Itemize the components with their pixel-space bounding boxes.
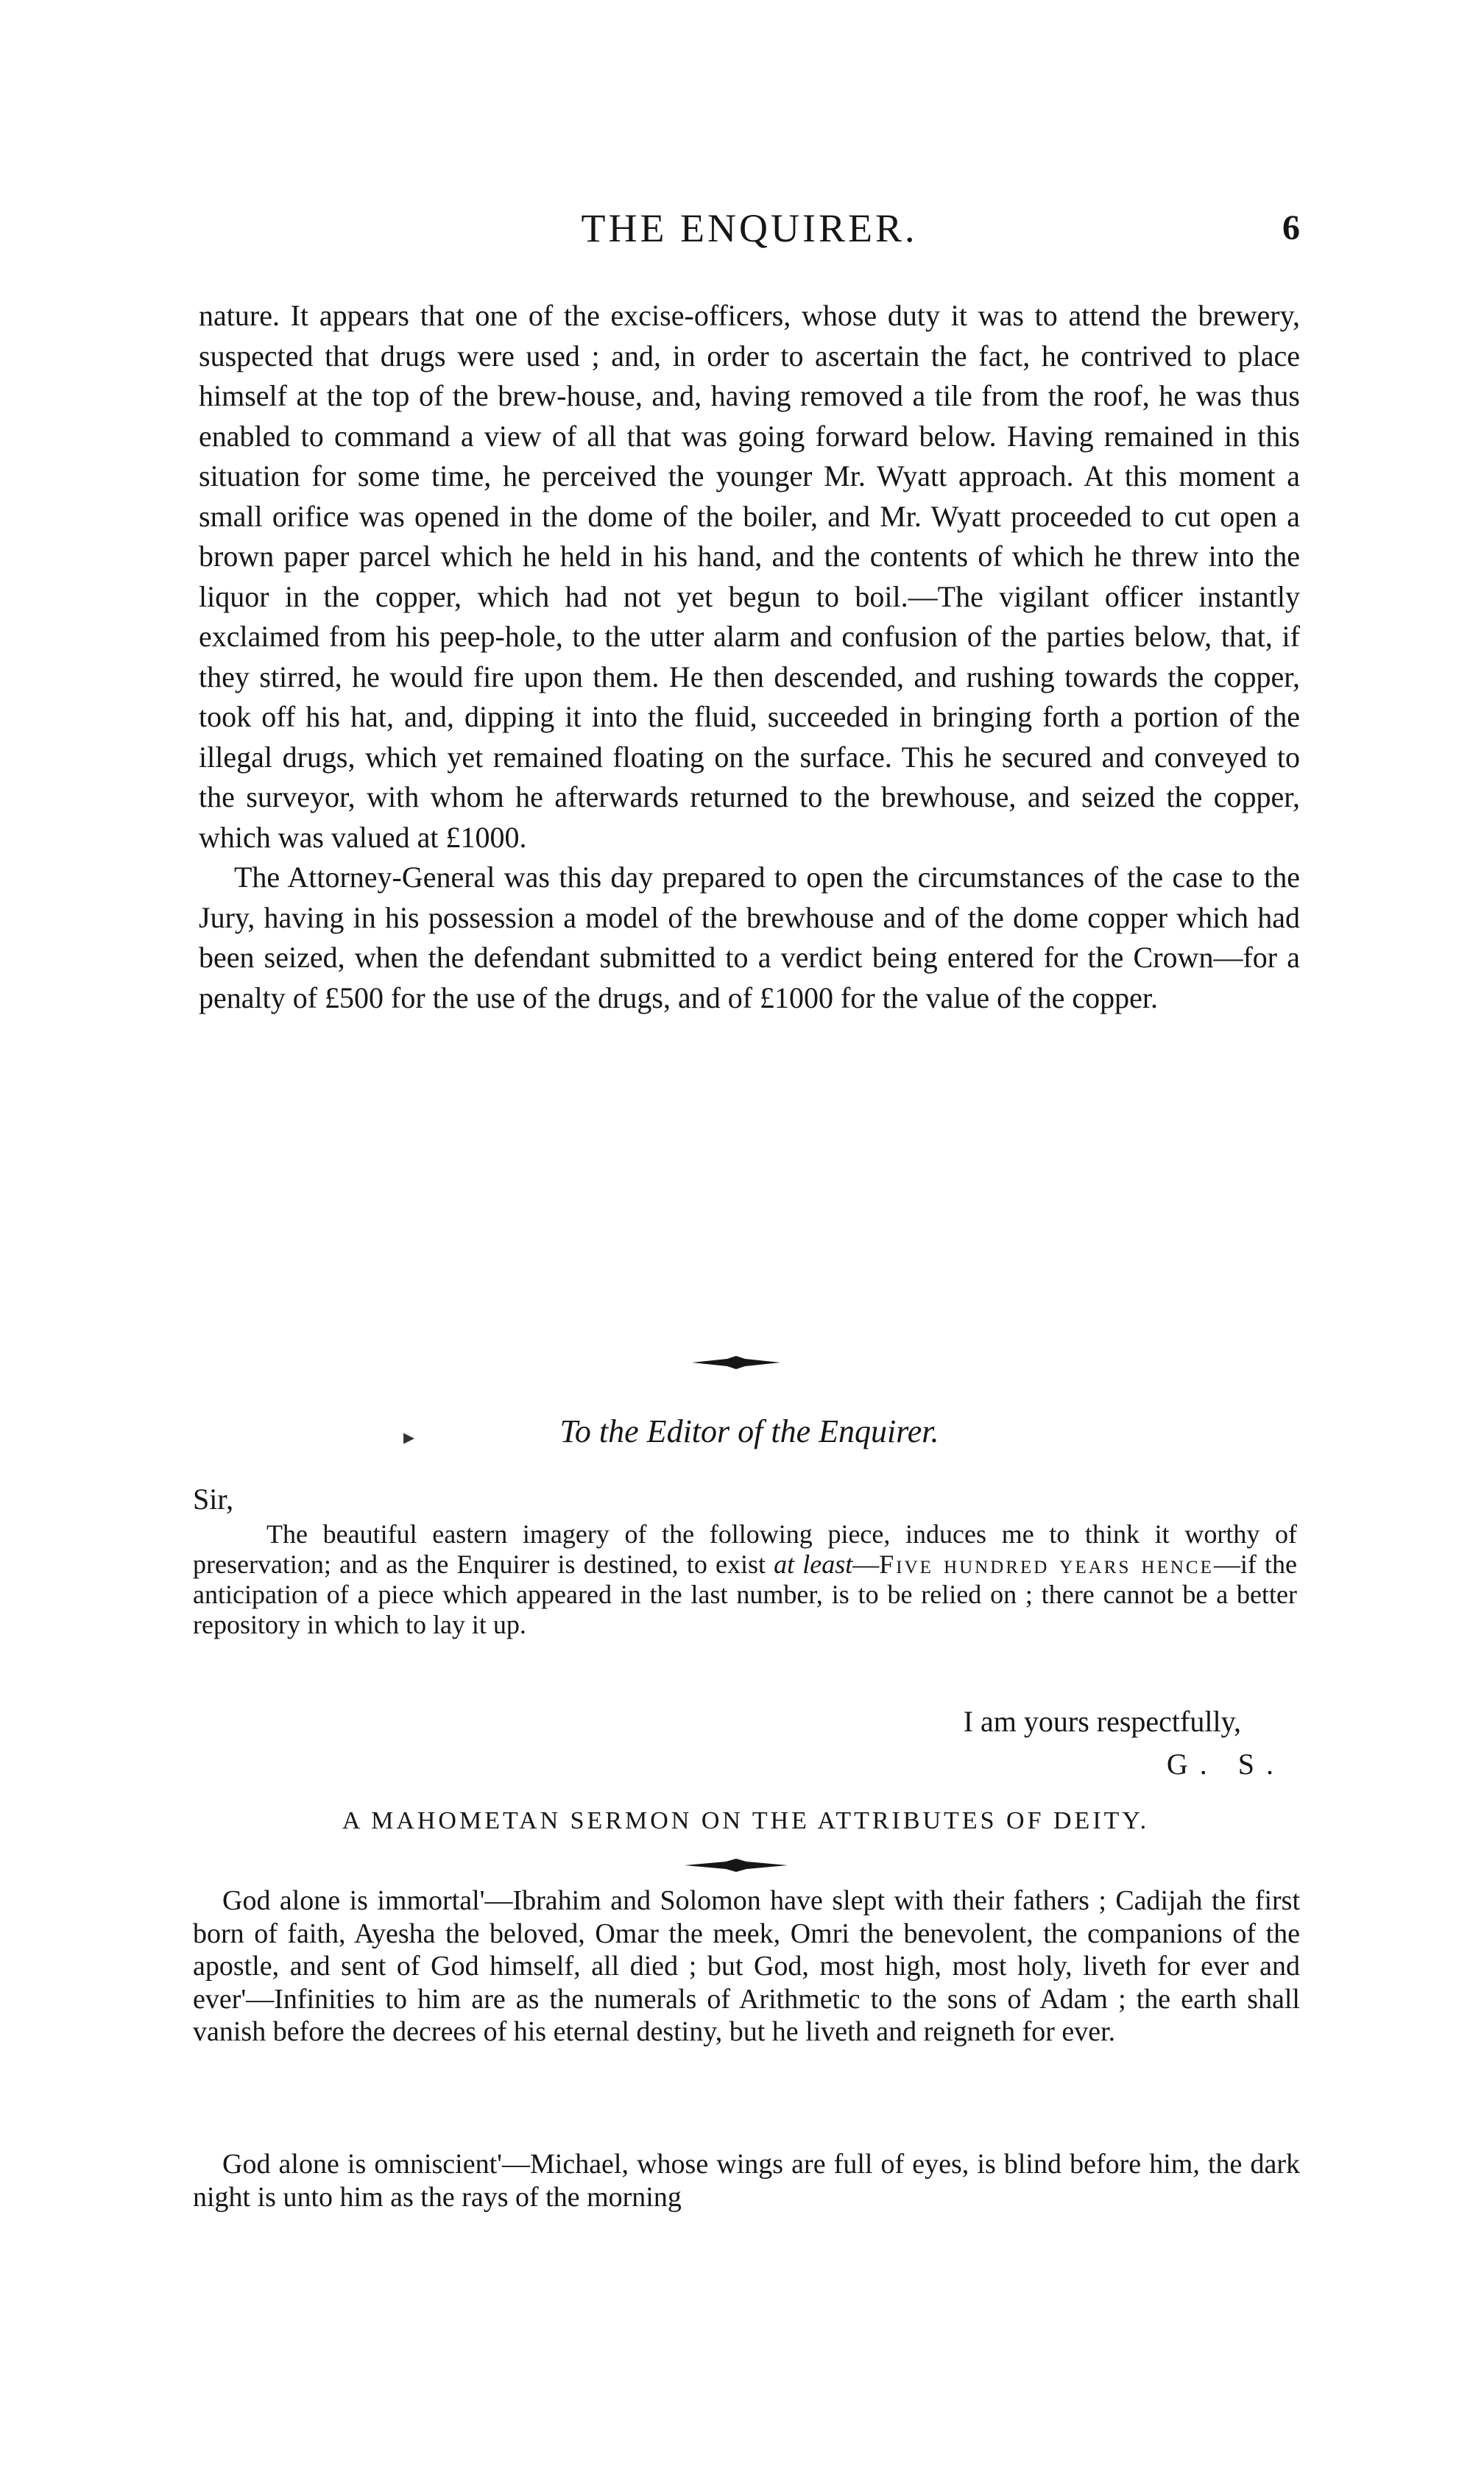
sermon-title: A MAHOMETAN SERMON ON THE ATTRIBUTES OF DEITY.: [342, 1807, 1150, 1834]
page-number: 6: [1282, 208, 1300, 247]
sermon-paragraph: God alone is omniscient'—Michael, whose wings are full of eyes, is blind before him, the dark night is unto him as the rays of the morning: [193, 2149, 1300, 2213]
running-title: THE ENQUIRER.: [581, 206, 918, 250]
letter-body-end: —if the anticipation of a piece which appeared in the last number, is to be relied on ; there cannot be a better repository in which to lay it up.: [193, 1550, 1297, 1639]
section-divider-ornament: [692, 1356, 780, 1369]
article-body: [199, 296, 1300, 1018]
printer-mark: ▸: [403, 1425, 415, 1449]
letter-salutation: Sir,: [193, 1483, 234, 1516]
letter-dash: —: [852, 1550, 880, 1579]
letter-body: [193, 1519, 1297, 1640]
article-paragraph: nature. It appears that one of the excise-officers, whose duty it was to attend the brewery, suspected that drugs were used ; and, in order to ascertain the fact, he contrived to place himself at the top of the brew-house, and, having removed a tile from the roof, he was thus enabled to command a view of all that was going forward below. Having remained in this situation for some time, he perceived the younger Mr. Wyatt approach. At this moment a small orifice was opened in the dome of the boiler, and Mr. Wyatt proceeded to cut open a brown paper parcel which he held in his hand, and the contents of which he threw into the liquor in the copper, which had not yet begun to boil.—The vigilant officer instantly exclaimed from his peep-hole, to the utter alarm and confusion of the parties below, that, if they stirred, he would fire upon them. He then descended, and rushing towards the copper, took off his hat, and, dipping it into the fluid, succeeded in bringing forth a portion of the illegal drugs, which yet remained floating on the surface. This he secured and conveyed to the surveyor, with whom he afterwards returned to the brewhouse, and seized the copper, which was valued at £1000.: [199, 299, 1300, 854]
running-head: [199, 202, 1300, 254]
letter-signature: G. S.: [1166, 1748, 1285, 1781]
letter-emphasis: at least: [774, 1550, 853, 1579]
letter-small-caps: Five hundred years hence: [879, 1550, 1214, 1579]
letter-heading: To the Editor of the Enquirer.: [559, 1413, 939, 1449]
letter-closing: I am yours respectfully,: [963, 1705, 1241, 1738]
title-divider-ornament: [685, 1859, 788, 1872]
article-paragraph: The Attorney-General was this day prepared to open the circumstances of the case to the Jury, having in his possession a model of the brewhouse and of the dome copper which had been seized, when the defendant submitted to a verdict being entered for the Crown—for a penalty of £500 for the use of the drugs, and of £1000 for the value of the copper.: [199, 861, 1300, 1014]
letter-body-start: The beautiful eastern imagery of the following piece, induces me to think it worthy of preservation; and as the Enquirer is destined, to exist: [193, 1519, 1297, 1579]
sermon-paragraph: God alone is immortal'—Ibrahim and Solomon have slept with their fathers ; Cadijah the first born of faith, Ayesha the beloved, Omar the meek, Omri the benevolent, the companions of the apostle, and sent of God himself, all died ; but God, most high, most holy, liveth for ever and ever'—Infinities to him are as the numerals of Arithmetic to the sons of Adam ; the earth shall vanish before the decrees of his eternal destiny, but he liveth and reigneth for ever.: [193, 1885, 1300, 2047]
